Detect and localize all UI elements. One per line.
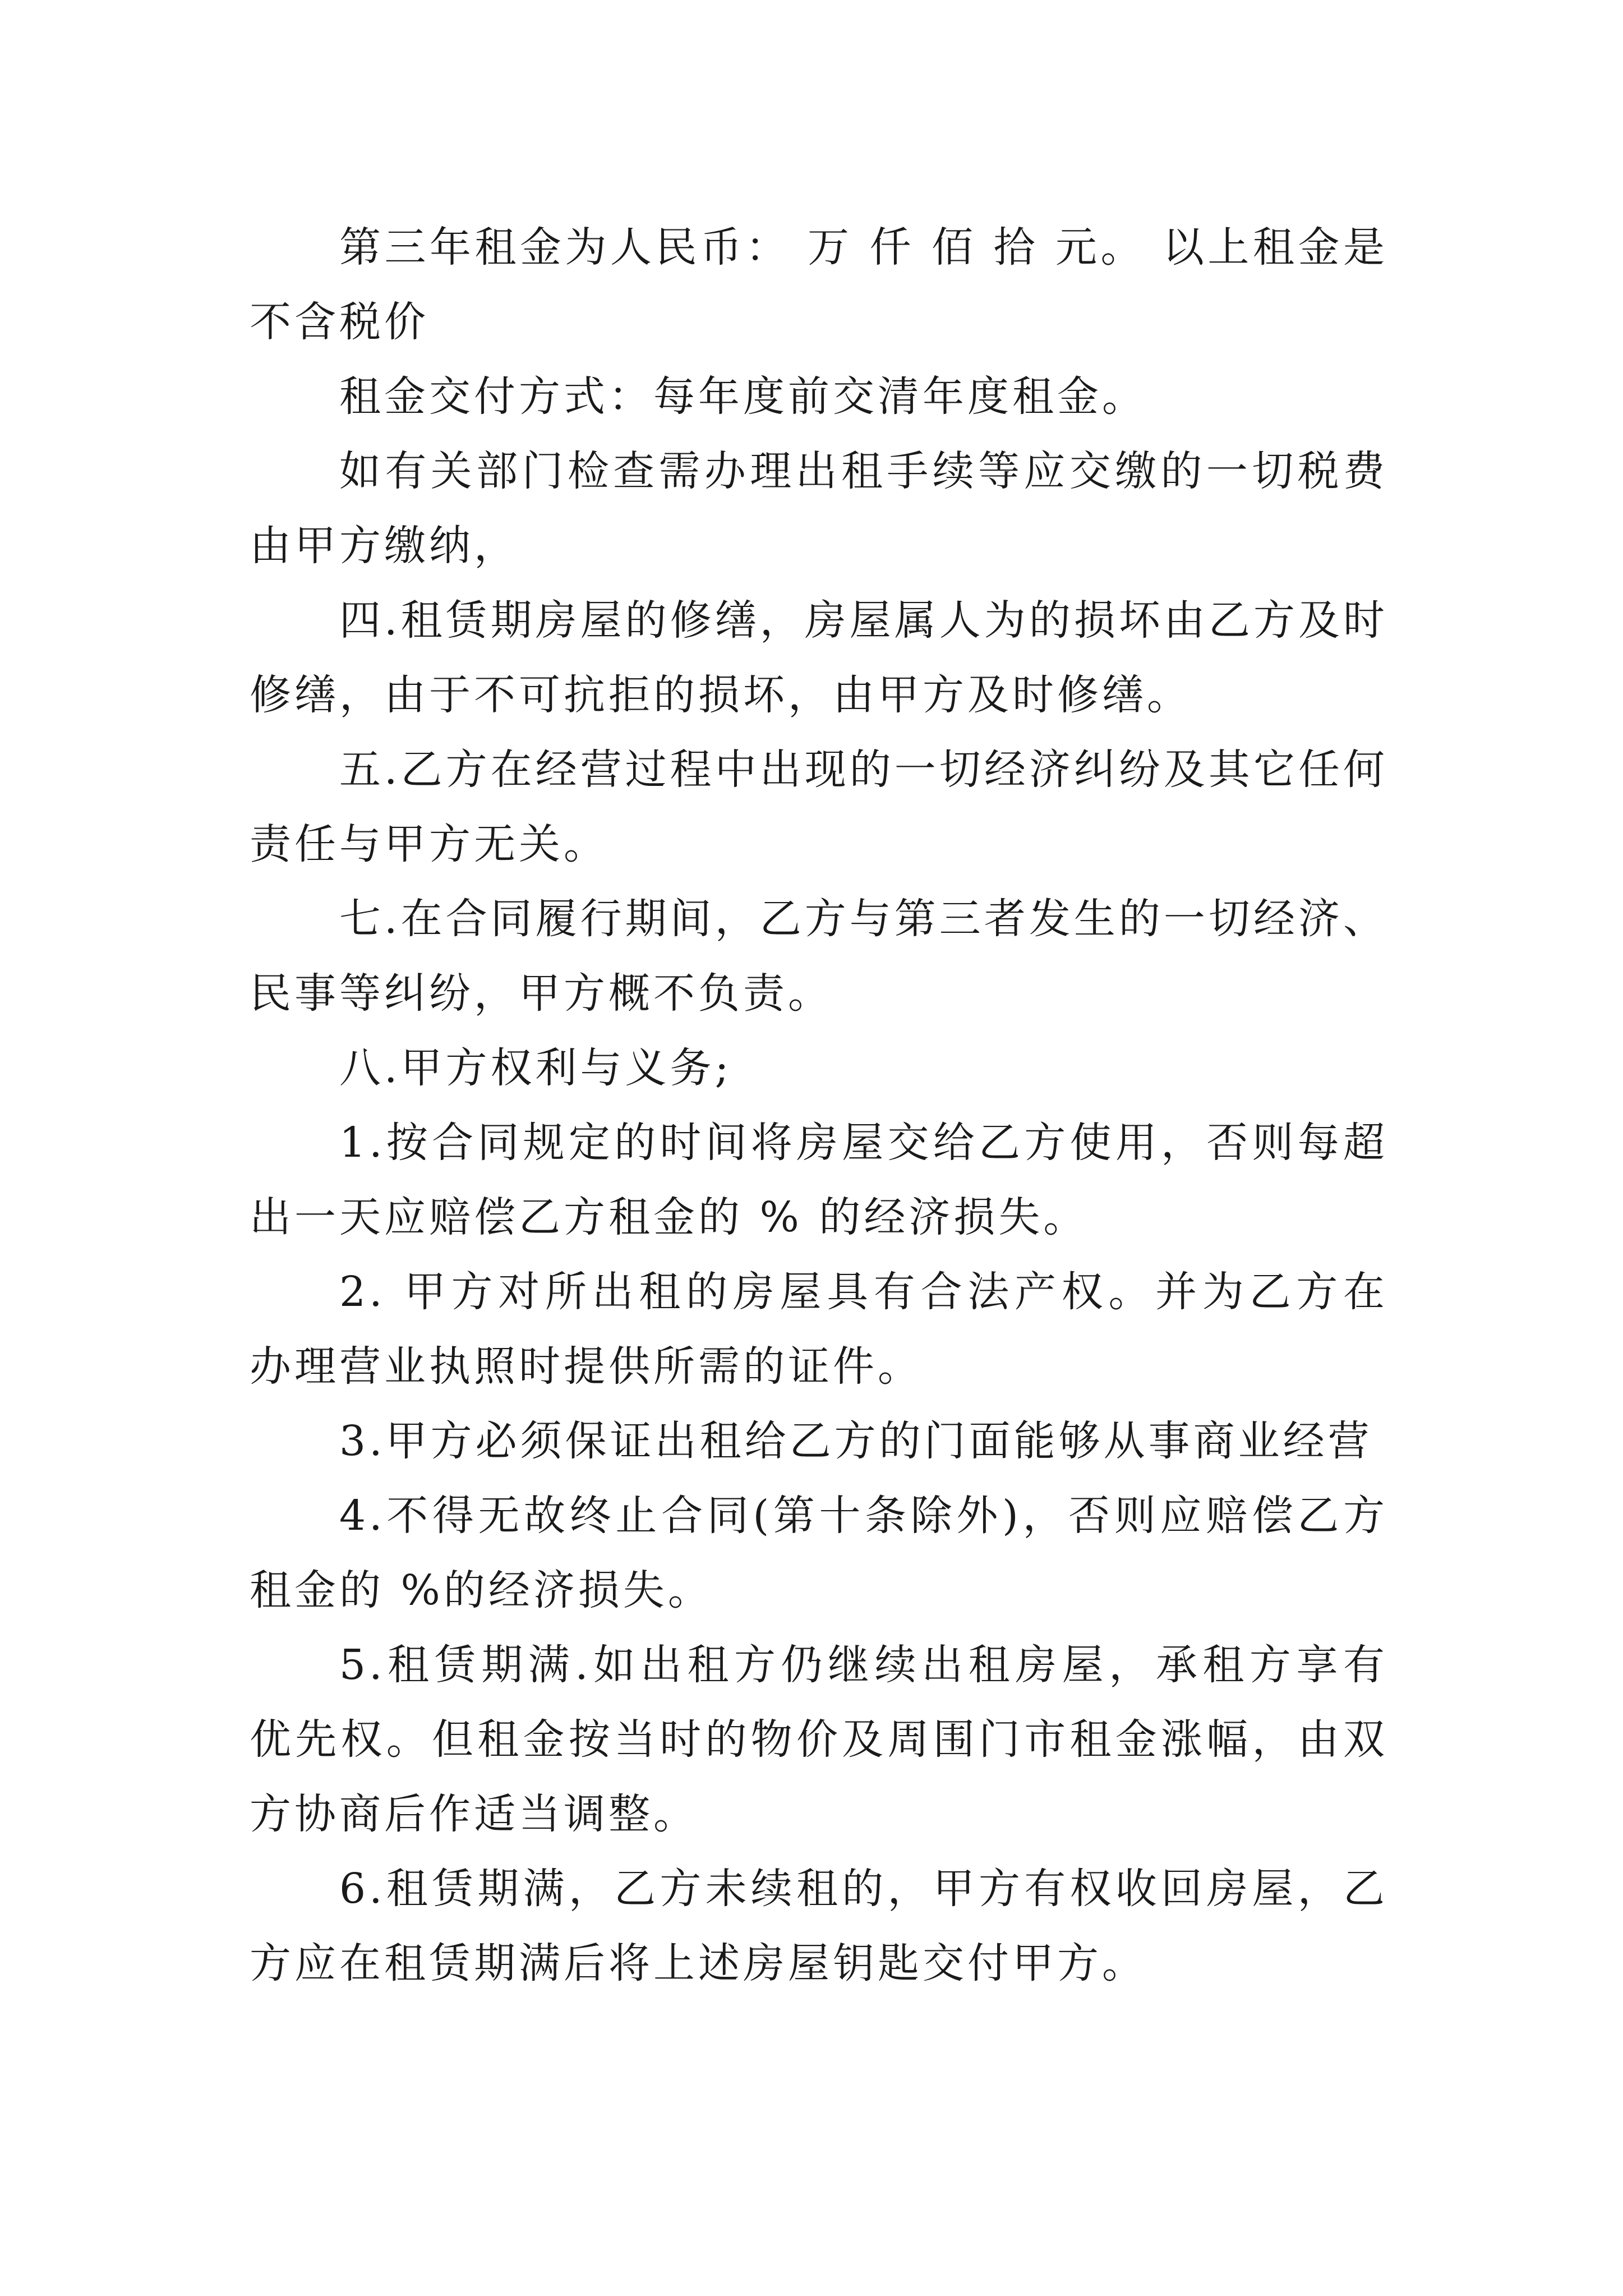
- paragraph-payment-method: 租金交付方式：每年度前交清年度租金。: [339, 372, 1147, 421]
- paragraph-item-2: 2. 甲方对所出租的房屋具有合法产权。并为乙方在办理营业执照时提供所需的证件。: [250, 1268, 1388, 1391]
- paragraph-rent-third-year: 第三年租金为人民币： 万 仟 佰 拾 元。 以上租金是不含税价: [250, 223, 1388, 346]
- document-body: [250, 210, 1388, 2001]
- paragraph-taxes: 如有关部门检查需办理出租手续等应交缴的一切税费由甲方缴纳，: [250, 447, 1388, 570]
- paragraph-item-5: 5.租赁期满.如出租方仍继续出租房屋，承租方享有优先权。但租金按当时的物价及周围门市租金涨幅，由双方协商后作适当调整。: [250, 1641, 1388, 1838]
- paragraph-item-3: 3.甲方必须保证出租给乙方的门面能够从事商业经营: [339, 1417, 1373, 1465]
- paragraph-clause-7-third-party: 七.在合同履行期间，乙方与第三者发生的一切经济、民事等纠纷，甲方概不负责。: [250, 895, 1388, 1018]
- paragraph-item-6: 6.租赁期满，乙方未续租的，甲方有权收回房屋，乙方应在租赁期满后将上述房屋钥匙交付甲方。: [250, 1865, 1388, 1987]
- paragraph-clause-5-disputes: 五.乙方在经营过程中出现的一切经济纠纷及其它任何责任与甲方无关。: [250, 746, 1388, 868]
- paragraph-item-4: 4.不得无故终止合同(第十条除外)，否则应赔偿乙方租金的 %的经济损失。: [250, 1492, 1388, 1614]
- paragraph-item-1: 1.按合同规定的时间将房屋交给乙方使用，否则每超出一天应赔偿乙方租金的 % 的经济损失。: [250, 1119, 1388, 1241]
- paragraph-clause-8-heading: 八.甲方权利与义务;: [339, 1044, 732, 1092]
- paragraph-clause-4-repairs: 四.租赁期房屋的修缮，房屋属人为的损坏由乙方及时修缮，由于不可抗拒的损坏，由甲方及时修缮。: [250, 596, 1388, 719]
